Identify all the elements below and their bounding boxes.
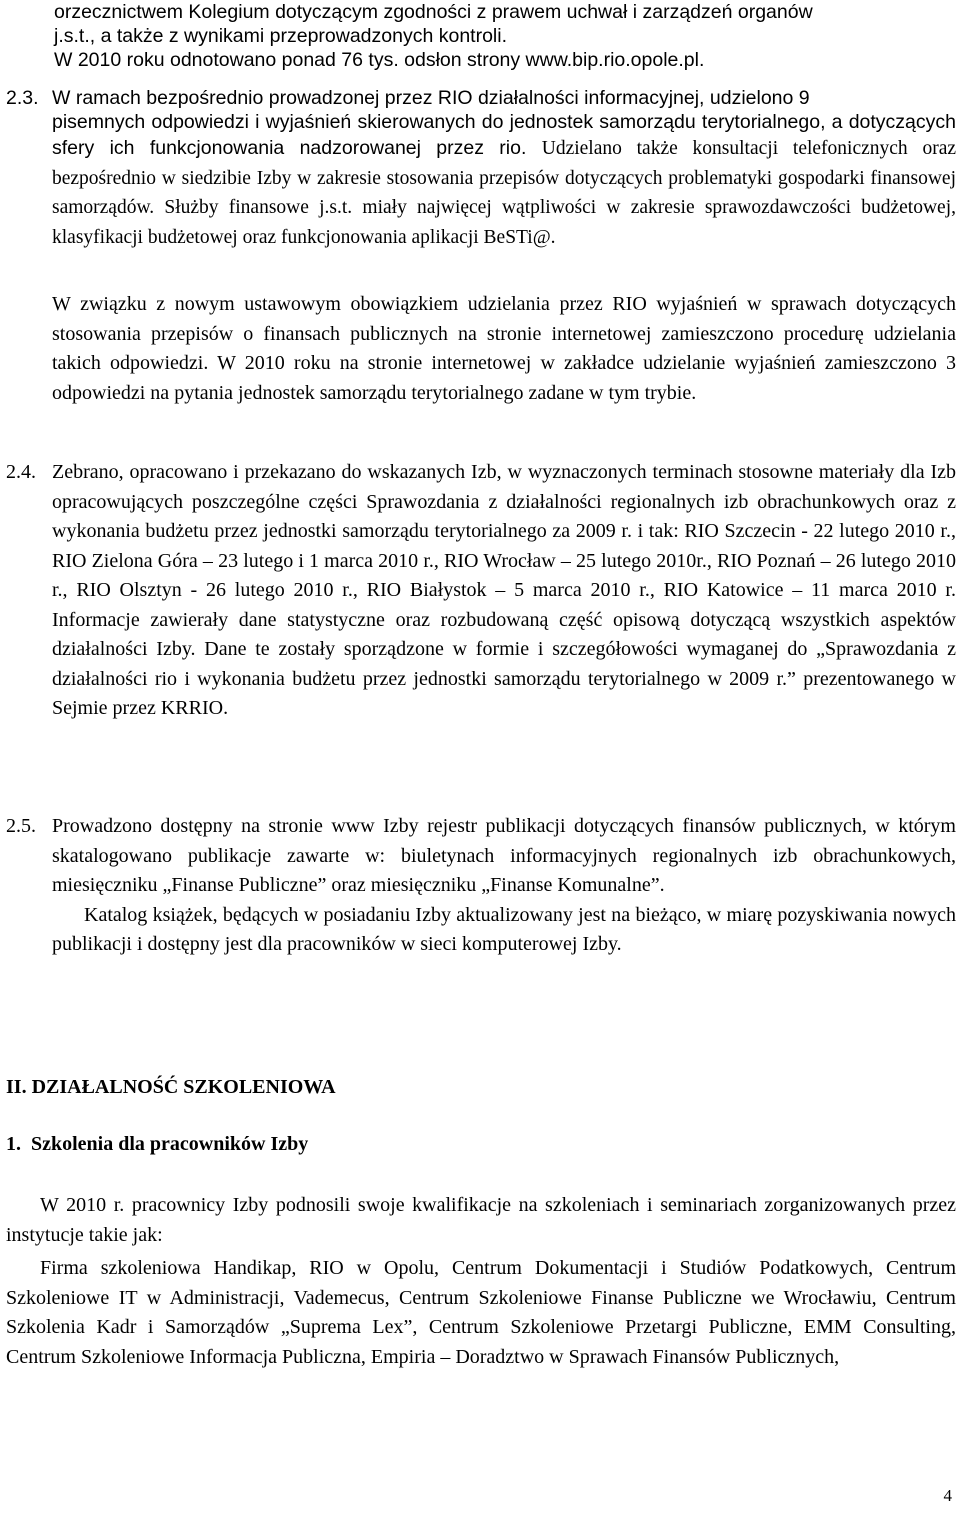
intro-line-2: j.s.t., a także z wynikami przeprowadzonych kontroli. xyxy=(54,25,508,47)
section-2-3-paragraph-2: W związku z nowym ustawowym obowiązkiem udzielania przez RIO wyjaśnień w sprawach dotyczących stosowania przepisów o finansach publicznych na stronie internetowej zamieszczono procedurę udzielania takich odpowiedzi. W 2010 roku na stronie internetowej w zakładce udzielanie wyjaśnień zamieszczono 3 odpowiedzi na pytania jednostek samorządu terytorialnego zadane w tym trybie. xyxy=(52,293,956,404)
section-2-3-text-serif: Udzielano także konsultacji telefonicznych oraz bezpośrednio w siedzibie Izby w zakresie stosowania przepisów dotyczących problematyki gospodarki finansowej samorządów. Służby finansowe j.s.t. miały najwięcej wątpliwości w zakresie sprawozdawczości budżetowej, klasyfikacji budżetowej oraz funkcjonowania aplikacji BeSTi@. xyxy=(52,138,957,248)
section-number: 2.4. xyxy=(6,461,36,483)
section-2-5 xyxy=(6,812,956,960)
subsection-heading: 1. Szkolenia dla pracowników Izby xyxy=(6,1133,309,1155)
intro-line-3: W 2010 roku odnotowano ponad 76 tys. odsłon strony www.bip.rio.opole.pl. xyxy=(54,49,705,71)
section-2-5-text: Prowadzono dostępny na stronie www Izby rejestr publikacji dotyczących finansów publicznych, w którym skatalogowano publikacje zawarte w: biuletynach informacyjnych regionalnych izb obrachunkowych, miesięczniku „Finanse Publiczne” oraz miesięczniku „Finanse Komunalne”. xyxy=(52,815,956,896)
section-heading: II. DZIAŁALNOŚĆ SZKOLENIOWA xyxy=(6,1076,336,1098)
intro-line-1: orzecznictwem Kolegium dotyczącym zgodności z prawem uchwał i zarządzeń organów xyxy=(54,1,813,23)
section-2-3 xyxy=(6,86,956,252)
section-number: 2.5. xyxy=(6,815,36,837)
section-number: 2.3. xyxy=(6,87,39,109)
section-2-5-text-2: Katalog książek, będących w posiadaniu Izby aktualizowany jest na bieżąco, w miarę pozyskiwania nowych publikacji i dostępny jest dla pracowników w sieci komputerowej Izby. xyxy=(52,903,956,955)
training-paragraph-1: W 2010 r. pracownicy Izby podnosili swoje kwalifikacje na szkoleniach i seminariach zorganizowanych przez instytucje takie jak: xyxy=(6,1194,956,1246)
training-paragraph-2: Firma szkoleniowa Handikap, RIO w Opolu, Centrum Dokumentacji i Studiów Podatkowych, Centrum Szkoleniowe IT w Administracji, Vademecus, Centrum Szkoleniowe Finanse Publiczne we Wrocławiu, Centrum Szkolenia Kadr i Samorządów „Suprema Lex”, Centrum Szkoleniowe Przetargi Publiczne, EMM Consulting, Centrum Szkoleniowe Informacja Publiczna, Empiria – Doradztwo w Sprawach Finansów Publicznych, xyxy=(6,1257,956,1368)
section-2-4 xyxy=(6,458,956,724)
page-number: 4 xyxy=(943,1486,952,1505)
section-2-4-text: Zebrano, opracowano i przekazano do wskazanych Izb, w wyznaczonych terminach stosowne materiały dla Izb opracowujących poszczególne części Sprawozdania z działalności regionalnych izb obrachunkowych oraz z wykonania budżetu przez jednostki samorządu terytorialnego za 2009 r. i tak: RIO Szczecin - 22 lutego 2010 r., RIO Zielona Góra – 23 lutego i 1 marca 2010 r., RIO Wrocław – 25 lutego 2010r., RIO Poznań – 26 lutego 2010 r., RIO Olsztyn - 26 lutego 2010 r., RIO Białystok – 5 marca 2010 r., RIO Katowice – 11 marca 2010 r. Informacje zawierały dane statystyczne oraz rozbudowaną część opisową dotyczącą wszystkich aspektów działalności Izby. Dane te zostały sporządzone w formie i szczegółowości wymaganej do „Sprawozdania z działalności rio i wykonania budżetu przez jednostki samorządu terytorialnego w 2009 r.” prezentowanego w Sejmie przez KRRIO. xyxy=(52,461,956,719)
intro-block xyxy=(6,0,956,72)
section-2-3-text-sans: pisemnych odpowiedzi i wyjaśnień skierowanych do jednostek samorządu terytorialnego, a dotyczących sfery ich funkcjonowania nadzorowanej przez rio. xyxy=(52,111,956,159)
section-2-3-first-line: W ramach bezpośrednio prowadzonej przez RIO działalności informacyjnej, udzielono 9 xyxy=(52,87,810,109)
